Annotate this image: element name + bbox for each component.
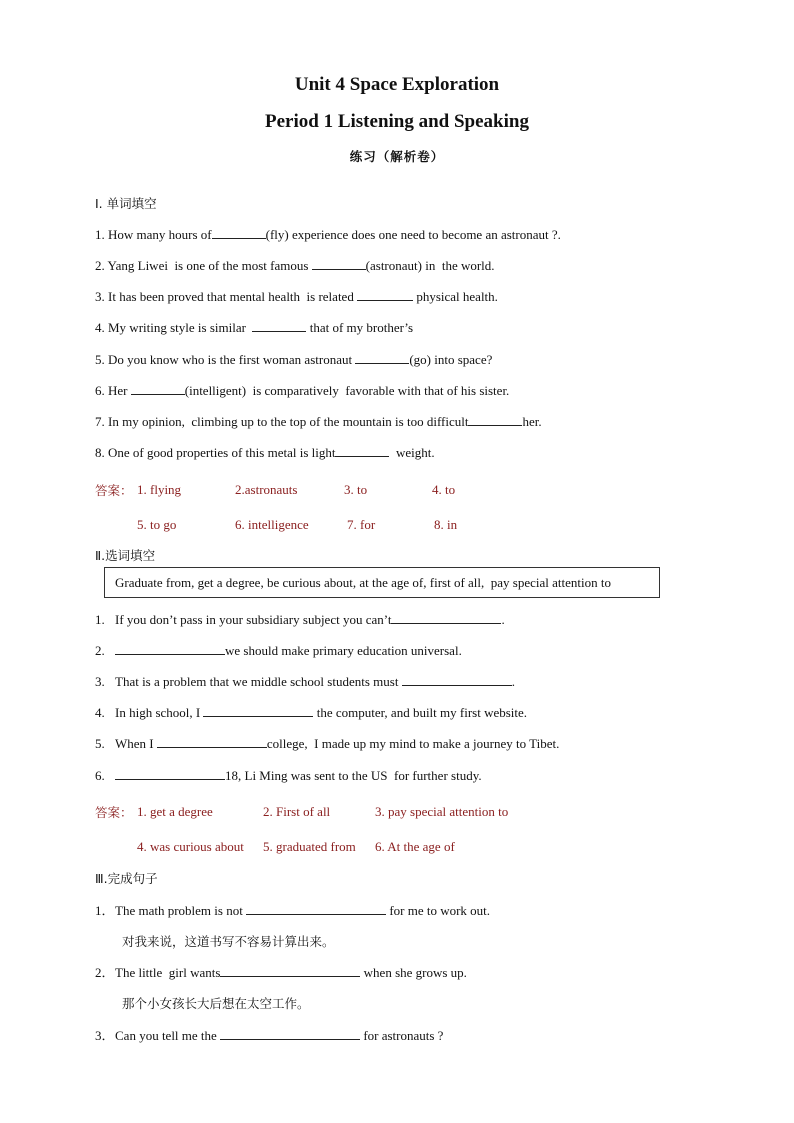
- answer-blank[interactable]: [252, 319, 306, 332]
- s3-question-3: 3．Can you tell me the for astronauts ?: [95, 1028, 444, 1043]
- s2-question-5: 5. When I college, I made up my mind to make a journey to Tibet.: [95, 736, 560, 751]
- answer-blank[interactable]: [246, 902, 386, 915]
- s2-answer-3: 3. pay special attention to: [375, 804, 509, 819]
- s2-answer-label: 答案：: [95, 805, 133, 820]
- answer-blank[interactable]: [220, 1027, 360, 1040]
- answer-blank[interactable]: [355, 351, 409, 364]
- s1-answer-5: 5. to go: [137, 517, 177, 532]
- answer-blank[interactable]: [335, 444, 389, 457]
- section1-heading: Ⅰ. 单词填空: [95, 196, 157, 211]
- s2-answer-2: 2. First of all: [263, 804, 331, 819]
- answer-blank[interactable]: [212, 226, 266, 239]
- s1-answer-4: 4. to: [432, 482, 456, 497]
- s1-answer-3: 3. to: [344, 482, 368, 497]
- answer-blank[interactable]: [131, 382, 185, 395]
- answer-blank[interactable]: [312, 257, 366, 270]
- s1-question-4: 4. My writing style is similar that of my brother’s: [95, 320, 414, 335]
- s1-question-6: 6. Her (intelligent) is comparatively favorable with that of his sister.: [95, 383, 510, 398]
- answer-blank[interactable]: [391, 611, 501, 624]
- answer-blank[interactable]: [203, 704, 313, 717]
- s3-hint-1: 对我来说，这道书写不容易计算出来。: [122, 934, 335, 949]
- s3-question-2: 2．The little girl wants when she grows up.: [95, 965, 467, 980]
- s2-answer-4: 4. was curious about: [137, 839, 244, 854]
- unit-title: Unit 4 Space Exploration: [294, 74, 500, 95]
- s2-answer-5: 5. graduated from: [263, 839, 356, 854]
- s2-answer-1: 1. get a degree: [137, 804, 213, 819]
- s2-question-2: 2. we should make primary education universal.: [95, 643, 462, 658]
- s3-hint-2: 那个小女孩长大后想在太空工作。: [122, 996, 310, 1011]
- exercise-title: 练习（解析卷）: [349, 149, 445, 164]
- s1-answer-6: 6. intelligence: [235, 517, 309, 532]
- answer-blank[interactable]: [115, 767, 225, 780]
- s1-answer-8: 8. in: [434, 517, 458, 532]
- s1-answer-1: 1. flying: [137, 482, 182, 497]
- section3-heading: Ⅲ.完成句子: [95, 871, 158, 886]
- s1-answer-label: 答案：: [95, 483, 133, 498]
- s2-question-6: 6. 18, Li Ming was sent to the US for further study.: [95, 768, 482, 783]
- s1-answer-2: 2.astronauts: [235, 482, 298, 497]
- section2-heading: Ⅱ.选词填空: [95, 548, 156, 563]
- s3-question-1: 1．The math problem is not for me to work out.: [95, 903, 491, 918]
- answer-blank[interactable]: [157, 735, 267, 748]
- s2-question-3: 3. That is a problem that we middle school students must .: [95, 674, 515, 689]
- answer-blank[interactable]: [468, 413, 522, 426]
- s1-question-5: 5. Do you know who is the first woman astronaut (go) into space?: [95, 352, 493, 367]
- s1-question-3: 3. It has been proved that mental health is related physical health.: [95, 289, 498, 304]
- s1-answer-7: 7. for: [347, 517, 376, 532]
- s2-question-1: 1. If you don’t pass in your subsidiary subject you can’t .: [95, 612, 505, 627]
- answer-blank[interactable]: [220, 964, 360, 977]
- answer-blank[interactable]: [115, 642, 225, 655]
- answer-blank[interactable]: [402, 673, 512, 686]
- s1-question-8: 8. One of good properties of this metal is light weight.: [95, 445, 435, 460]
- s2-answer-6: 6. At the age of: [375, 839, 455, 854]
- answer-blank[interactable]: [357, 288, 413, 301]
- s1-question-1: 1. How many hours of (fly) experience does one need to become an astronaut ?.: [95, 227, 561, 242]
- s1-question-2: 2. Yang Liwei is one of the most famous (astronaut) in the world.: [95, 258, 495, 273]
- s1-question-7: 7. In my opinion, climbing up to the top of the mountain is too difficult her.: [95, 414, 542, 429]
- period-title: Period 1 Listening and Speaking: [265, 111, 529, 132]
- s2-question-4: 4. In high school, I the computer, and built my first website.: [95, 705, 528, 720]
- word-bank-box: Graduate from, get a degree, be curious about, at the age of, first of all, pay special attention to: [104, 567, 660, 598]
